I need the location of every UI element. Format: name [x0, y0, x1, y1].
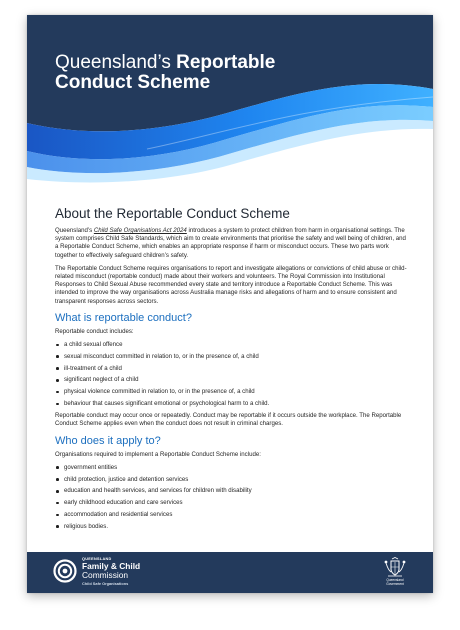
body-content [55, 206, 407, 535]
organisations-list [55, 464, 407, 531]
crest-line1: Queensland [386, 578, 404, 582]
intro-paragraph [55, 227, 407, 260]
title-light: Queensland’s [55, 52, 177, 73]
header-wave-graphic [27, 15, 433, 191]
act-citation-link[interactable]: Child Safe Organisations Act 2024 [93, 227, 187, 234]
list-item: education and health services, and services for children with disability [55, 487, 407, 495]
list-item: behaviour that causes significant emotional or psychological harm to a child. [55, 400, 407, 408]
logo-line1: Family & Child [82, 561, 141, 571]
logo-small-text: QUEENSLAND [82, 557, 112, 561]
header-banner [27, 15, 433, 191]
list-item: sexual misconduct committed in relation to, or in the presence of, a child [55, 353, 407, 361]
footer-bar [27, 552, 433, 593]
crest-caption [378, 579, 412, 587]
title-line2: Conduct Scheme [55, 72, 211, 93]
queensland-government-crest [382, 557, 408, 589]
title-bold: Reportable [176, 52, 276, 73]
list-item: child protection, justice and detention services [55, 476, 407, 484]
list-item: religious bodies. [55, 523, 407, 531]
section-heading-what: What is reportable conduct? [55, 311, 192, 324]
section-heading-who: Who does it apply to? [55, 434, 161, 447]
what-lead: Reportable conduct includes: [55, 327, 134, 335]
list-item: early childhood education and care services [55, 499, 407, 507]
crest-line2: Government [386, 581, 404, 586]
list-item: ill-treatment of a child [55, 365, 407, 373]
fact-sheet [27, 15, 433, 593]
intro-before: Queensland’s [55, 227, 94, 234]
logo-line2: Commission [82, 570, 129, 580]
who-lead: Organisations required to implement a Reportable Conduct Scheme include: [55, 450, 261, 458]
what-closing: Reportable conduct may occur once or repeatedly. Conduct may be reportable if it occurs outside the workplace. The Reportable Conduct Scheme applies even when the conduct does not result in criminal charges. [55, 412, 402, 428]
document-title [55, 53, 415, 93]
reportable-conduct-list [55, 341, 407, 408]
logo-tagline: Child Safe Organisations [82, 581, 129, 586]
list-item: significant neglect of a child [55, 376, 407, 384]
coat-of-arms-icon [382, 557, 408, 579]
list-item: government entities [55, 464, 407, 472]
scheme-paragraph: The Reportable Conduct Scheme requires organisations to report and investigate allegations or convictions of child abuse or child-related misconduct (reportable conduct) made about their workers and volunteers. The Royal Commission into Institutional Responses to Child Sexual Abuse recommended every state and territory introduce a Reportable Conduct Scheme. This was intended to improve the way organisations across Australia manage risks and allegations of harm and to ensure consistent and transparent responses across sectors. [55, 264, 407, 305]
commission-logo-text [82, 557, 140, 587]
list-item: a child sexual offence [55, 341, 407, 349]
commission-logo-icon [53, 559, 77, 583]
list-item: physical violence committed in relation to, or in the presence of, a child [55, 388, 407, 396]
section-heading-about: About the Reportable Conduct Scheme [55, 206, 290, 221]
list-item: accommodation and residential services [55, 511, 407, 519]
intro-after: introduces a system to protect children from harm in organisational settings. The system comprises Child Safe Standards, which aim to create environments that prioritise the safety and well being of children, and a Reportable Conduct Scheme, which enables an appropriate response if harm or misconduct occurs. These two parts work together to effectively safeguard children’s safety. [55, 227, 406, 259]
